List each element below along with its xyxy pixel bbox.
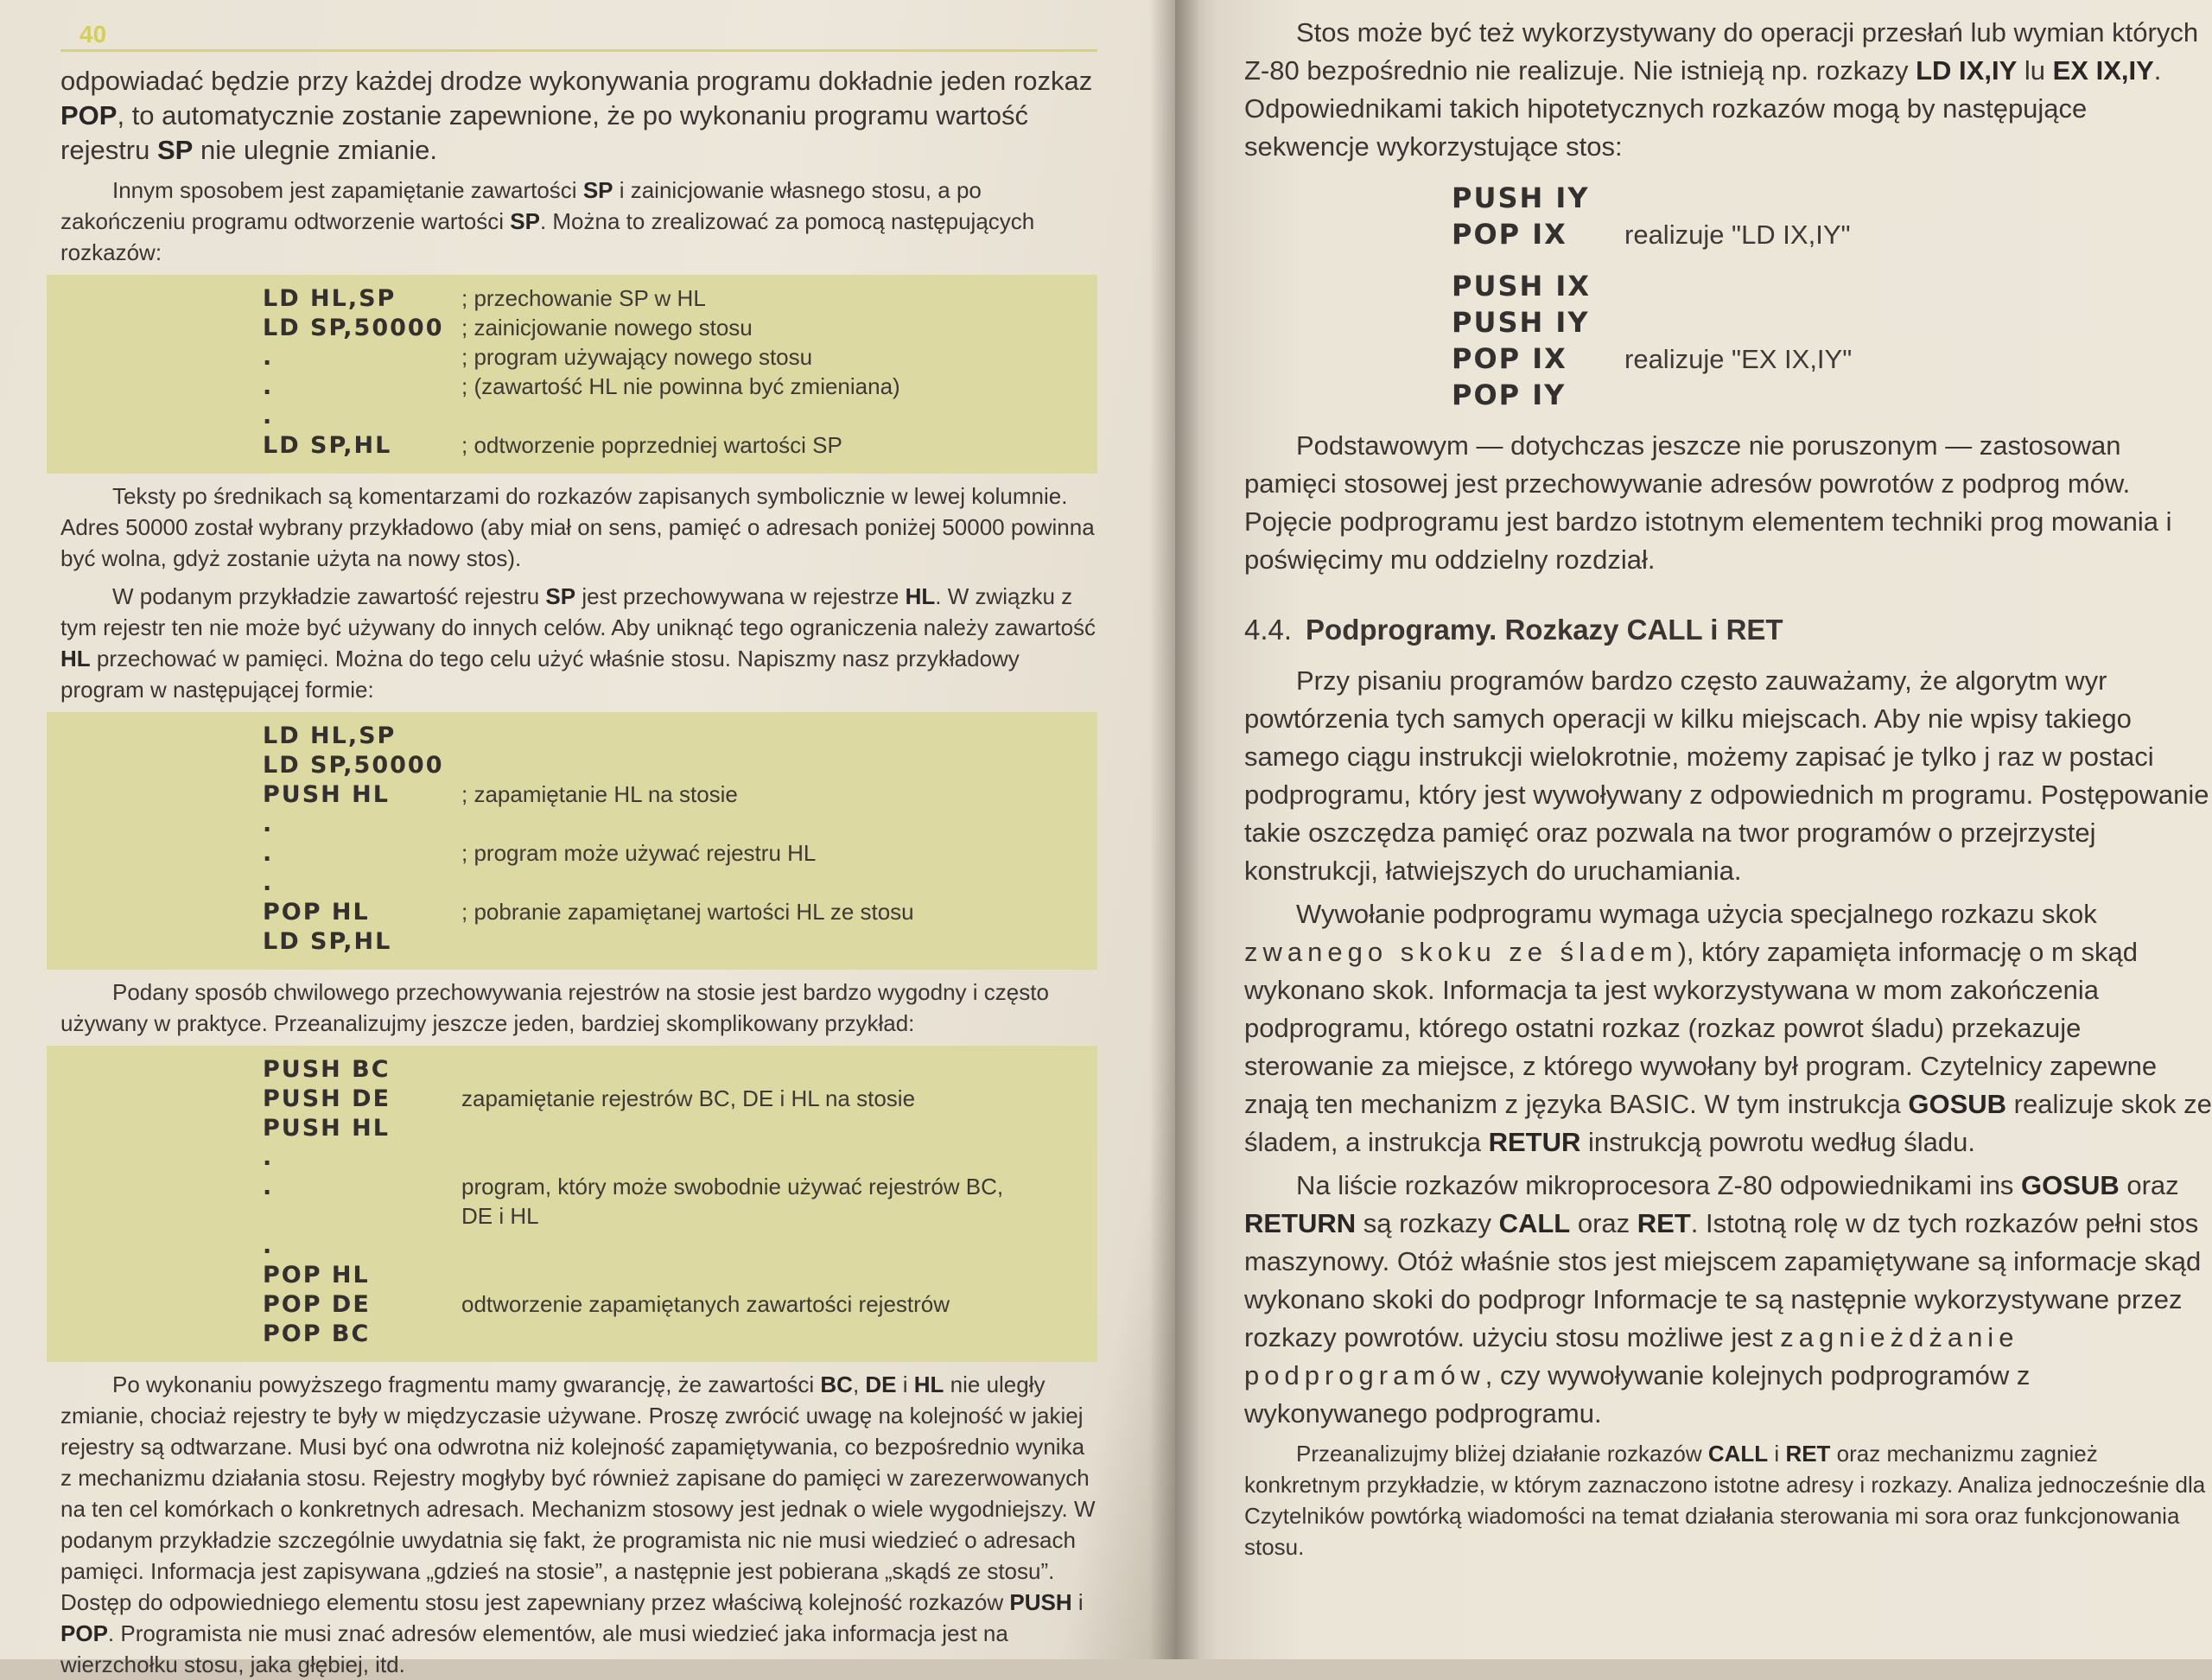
text-run: . Odpowiednikami takich hipotetycznych rozkazów mogą by następujące sekwencje wykorzystujące stos:	[1244, 55, 2162, 162]
code-line	[263, 285, 1080, 315]
instruction: LD HL,SP	[263, 722, 397, 749]
keyword: CALL	[1707, 1441, 1769, 1467]
code-line	[263, 1174, 1080, 1203]
instruction: POP IX	[1452, 342, 1567, 375]
instruction: .	[263, 811, 274, 837]
keyword: CALL	[1498, 1208, 1571, 1238]
comment: DE i HL	[461, 1203, 539, 1229]
text-run: nie uległy zmianie, chociaż rejestry te były w międzyczasie używane. Proszę zwrócić uwagę na kolejność w jakiej rejestry są odtwarzane. Musi być ona odwrotna niż kolejność zapamiętywania, co bezpośrednio wynika z mechanizmu działania stosu. Rejestry mogłyby być również zapisane do pamięci w zarezerwowanych na ten cel komórkach o konkretnych adresach. Mechanizm stosowy jest jednak o wiele wygodniejszy. W podanym przykładzie szczególnie uwydatnia się fakt, że programista nic nie musi wiedzieć o adresach pamięci. Informacja jest zapisywana „gdzieś na stosie”, a następnie jest pobierana „skądś ze stosu”. Dostęp do odpowiedniego elementu stosu jest zapewniany przez właściwą kolejność rozkazów	[60, 1371, 1096, 1615]
text-run: Przeanalizujmy bliżej działanie rozkazów	[1296, 1441, 1708, 1467]
text-run: , to automatycznie zostanie zapewnione, że po wykonaniu programu wartość rejestru	[60, 100, 1029, 165]
text-run: są rozkazy	[1356, 1208, 1499, 1238]
keyword: POP	[60, 100, 118, 130]
instruction: PUSH IY	[1452, 181, 1590, 214]
code-line	[263, 781, 1080, 811]
left-paragraph-1	[60, 64, 1097, 168]
right-paragraph-3: Przy pisaniu programów bardzo często zauważamy, że algorytm wyr powtórzenia tych samych operacji w kilku miejscach. Aby nie wpisy takiego samego ciągu instrukcji wielokrotnie, możemy zapisać je tylko j raz w postaci podprogramu, który jest wywoływany z odpowiednich m programu. Postępowanie takie oszczędza pamięć oraz pozwala na twor programów o przejrzystej konstrukcji, łatwiejszych do uruchamiania.	[1244, 665, 2209, 886]
code-block-2	[47, 712, 1097, 970]
text-run: Po wykonaniu powyższego fragmentu mamy gwarancję, że zawartości	[112, 1371, 821, 1397]
right-paragraph-1	[1244, 14, 2212, 166]
comment: program, który może swobodnie używać rejestrów BC,	[461, 1174, 1004, 1200]
instruction: LD SP,HL	[263, 928, 392, 955]
keyword: SP	[582, 177, 613, 203]
instruction: LD SP,HL	[263, 432, 392, 459]
code-line	[263, 1115, 1080, 1144]
text-run: i zainicjowanie własnego stosu, a po zakończeniu programu odtworzenie wartości	[60, 177, 982, 234]
text-run: . Można to zrealizować za pomocą następujących rozkazów:	[60, 208, 1035, 265]
right-paragraph-4	[1244, 895, 2212, 1161]
instruction: LD HL,SP	[263, 285, 397, 312]
keyword: SP	[510, 208, 540, 234]
code-line	[1452, 379, 2212, 415]
text-run: odpowiadać będzie przy każdej drodze wykonywania programu dokładnie jeden rozkaz	[60, 66, 1093, 96]
keyword: HL	[913, 1371, 944, 1397]
code-line	[263, 1144, 1080, 1174]
instruction: PUSH BC	[263, 1056, 391, 1083]
keyword: DE	[865, 1371, 897, 1397]
code-line	[263, 1232, 1080, 1262]
comment: ; (zawartość HL nie powinna być zmieniana)	[461, 373, 900, 399]
keyword: SP	[156, 135, 194, 165]
instruction: PUSH HL	[263, 781, 390, 808]
instruction: POP IX	[1452, 218, 1567, 251]
code-block-1	[47, 275, 1097, 474]
instruction: POP HL	[263, 1262, 370, 1289]
text-run: . W związku z tym rejestr ten nie może być używany do innych celów. Aby uniknąć tego ograniczenia należy zawartość	[60, 583, 1096, 640]
instruction: LD SP,50000	[263, 315, 444, 341]
text-run: . Istotną rolę w dz tych rozkazów pełni stos maszynowy. Otóż właśnie stos jest miejscem zapamiętywane są informacje skąd wykonano skoki do podprogr Informacje te są następnie wykorzystywane przez rozkazy powrotów. użyciu stosu możliwe jest	[1244, 1208, 2202, 1352]
instruction: POP IY	[1452, 379, 1567, 411]
code-line	[263, 752, 1080, 781]
keyword: RETUR	[1488, 1127, 1581, 1157]
right-paragraph-5	[1244, 1167, 2212, 1433]
keyword: BC	[820, 1371, 853, 1397]
code-line	[1452, 218, 2212, 254]
instruction: .	[263, 373, 274, 400]
keyword: RET	[1637, 1208, 1691, 1238]
text-run: W podanym przykładzie zawartość rejestru	[112, 583, 546, 609]
comment: realizuje "LD IX,IY"	[1624, 220, 1851, 250]
instruction: .	[263, 344, 274, 371]
keyword: HL	[905, 583, 936, 609]
left-paragraph-4	[60, 581, 1097, 705]
page-header	[60, 9, 1097, 52]
keyword: GOSUB	[1908, 1089, 2007, 1119]
right-page	[1175, 0, 2212, 1659]
text-run: . Programista nie musi znać adresów elementów, ale musi wiedzieć jaka informacja jest na wierzchołku stosu, jaka głębiej, itd.	[60, 1620, 1008, 1677]
code-line	[263, 928, 1080, 958]
spaced-term: zwanego skoku ze śladem	[1244, 937, 1678, 967]
instruction: .	[263, 840, 274, 867]
code-line	[263, 1085, 1080, 1115]
left-paragraph-3: Teksty po średnikach są komentarzami do rozkazów zapisanych symbolicznie w lewej kolumnie. Adres 50000 został wybrany przykładowo (aby miał on sens, pamięć o adresach poniżej 50000 powinna być wolna, gdyż zostanie użyta na nowy stos).	[60, 483, 1095, 571]
page-number: 40	[79, 21, 107, 48]
text-run: , czy wywoływanie kolejnych podprogramów z wykonywanego podprogramu.	[1244, 1360, 2031, 1429]
text-run: nie ulegnie zmianie.	[193, 135, 437, 165]
code-line	[1452, 342, 2212, 379]
text-run: oraz	[1570, 1208, 1637, 1238]
section-number: 4.4.	[1244, 614, 1293, 646]
book-spine-shadow	[1149, 0, 1201, 1659]
text-run: ,	[852, 1371, 866, 1397]
instruction: .	[263, 869, 274, 896]
text-run: oraz	[2119, 1170, 2179, 1200]
code-line	[263, 1320, 1080, 1350]
left-paragraph-6	[60, 1369, 1097, 1680]
spaced-term: zagnieżdżanie podprogramów	[1244, 1322, 2019, 1390]
instruction: PUSH IX	[1452, 270, 1591, 302]
code-line	[263, 722, 1080, 752]
text-run: i	[1768, 1441, 1786, 1467]
instruction: .	[263, 1144, 274, 1171]
code-line	[1452, 270, 2212, 306]
code-line	[263, 344, 1080, 373]
left-page-content	[60, 9, 1097, 1680]
keyword: RET	[1785, 1441, 1831, 1467]
instruction: .	[263, 1174, 274, 1200]
instruction: PUSH HL	[263, 1115, 390, 1142]
text-run: instrukcją powrotu według śladu.	[1580, 1127, 1975, 1157]
code-block-4	[1452, 181, 2212, 415]
left-paragraph-2	[60, 175, 1097, 268]
keyword: RETURN	[1244, 1208, 1357, 1238]
text-run: przechować w pamięci. Można do tego celu użyć właśnie stosu. Napiszmy nasz przykładowy program w następującej formie:	[60, 646, 1020, 703]
left-paragraph-5: Podany sposób chwilowego przechowywania rejestrów na stosie jest bardzo wygodny i często używany w praktyce. Przeanalizujmy jeszcze jeden, bardziej skomplikowany przykład:	[60, 979, 1049, 1036]
text-run: Stos może być też wykorzystywany do operacji przesłań lub wymian których Z-80 bezpośrednio nie realizuje. Nie istnieją np. rozkazy	[1244, 17, 2199, 86]
text-run: lu	[2017, 55, 2053, 86]
keyword: GOSUB	[2021, 1170, 2120, 1200]
text-run: i	[896, 1371, 914, 1397]
code-line	[1452, 306, 2212, 342]
instruction: .	[263, 1232, 274, 1259]
keyword: SP	[545, 583, 576, 609]
code-line	[263, 373, 1080, 403]
code-line	[263, 869, 1080, 899]
text-run: Wywołanie podprogramu wymaga użycia specjalnego rozkazu skok	[1296, 899, 2097, 929]
code-line	[263, 811, 1080, 840]
comment: realizuje "EX IX,IY"	[1624, 344, 1853, 374]
keyword: HL	[60, 646, 91, 671]
keyword: LD IX,IY	[1916, 55, 2018, 86]
comment: ; program może używać rejestru HL	[461, 840, 817, 866]
code-line	[263, 840, 1080, 869]
instruction: POP DE	[263, 1291, 371, 1318]
code-line	[263, 432, 1080, 461]
code-block-3	[47, 1046, 1097, 1362]
right-paragraph-6	[1244, 1438, 2212, 1562]
instruction: PUSH IY	[1452, 306, 1590, 339]
text-run: ), który zapamięta informację o m skąd wykonano skok. Informacja ta jest wykorzystywana w mom zakończenia podprogramu, którego ostatni rozkaz (rozkaz powrot śladu) przekazuje sterowanie za miejsce, z którego wywołany był program. Czytelnicy zapewne znają ten mechanizm z języka BASIC. W tym instrukcja	[1244, 937, 2158, 1119]
code-line	[263, 315, 1080, 344]
comment: ; zapamiętanie HL na stosie	[461, 781, 738, 807]
code-line	[263, 1291, 1080, 1320]
code-line	[1452, 181, 2212, 218]
code-line	[263, 899, 1080, 928]
instruction: POP HL	[263, 899, 370, 926]
text-run: Innym sposobem jest zapamiętanie zawartości	[112, 177, 583, 203]
keyword: POP	[60, 1620, 108, 1646]
text-run: jest przechowywana w rejestrze	[575, 583, 906, 609]
right-paragraph-2: Podstawowym — dotychczas jeszcze nie poruszonym — zastosowan pamięci stosowej jest przechowywanie adresów powrotów z podprog mów. Pojęcie podprogramu jest bardzo istotnym elementem techniki prog mowania i poświęcimy mu oddzielny rozdział.	[1244, 430, 2172, 575]
code-line	[263, 1262, 1080, 1291]
code-line	[263, 1056, 1080, 1085]
text-run: Na liście rozkazów mikroprocesora Z-80 odpowiednikami ins	[1296, 1170, 2022, 1200]
text-run: realizuje skok ze śladem, a instrukcja	[1244, 1089, 2212, 1157]
comment: ; pobranie zapamiętanej wartości HL ze stosu	[461, 899, 914, 925]
spacer	[1452, 254, 2212, 270]
instruction: LD SP,50000	[263, 752, 444, 779]
instruction: PUSH DE	[263, 1085, 391, 1112]
comment: ; przechowanie SP w HL	[461, 285, 706, 311]
keyword: PUSH	[1009, 1589, 1072, 1615]
comment: ; program używający nowego stosu	[461, 344, 813, 370]
instruction: POP BC	[263, 1320, 371, 1347]
code-line	[263, 1203, 1080, 1232]
text-run: i	[1071, 1589, 1084, 1615]
comment: zapamiętanie rejestrów BC, DE i HL na stosie	[461, 1085, 916, 1111]
keyword: EX IX,IY	[2052, 55, 2154, 86]
section-heading	[1244, 614, 2212, 646]
section-title: Podprogramy. Rozkazy CALL i RET	[1306, 614, 1783, 646]
text-run: oraz mechanizmu zagnież konkretnym przykładzie, w którym zaznaczono istotne adresy i rozkazy. Analiza jednocześnie dla Czytelników powtórką wiadomości na temat działania sterowania mi sora oraz funkcjonowania stosu.	[1244, 1441, 2206, 1560]
instruction: .	[263, 403, 274, 430]
comment: odtworzenie zapamiętanych zawartości rejestrów	[461, 1291, 950, 1317]
right-page-content	[1244, 9, 2212, 1562]
comment: ; zainicjowanie nowego stosu	[461, 315, 753, 340]
comment: ; odtworzenie poprzedniej wartości SP	[461, 432, 842, 458]
code-line	[263, 403, 1080, 432]
